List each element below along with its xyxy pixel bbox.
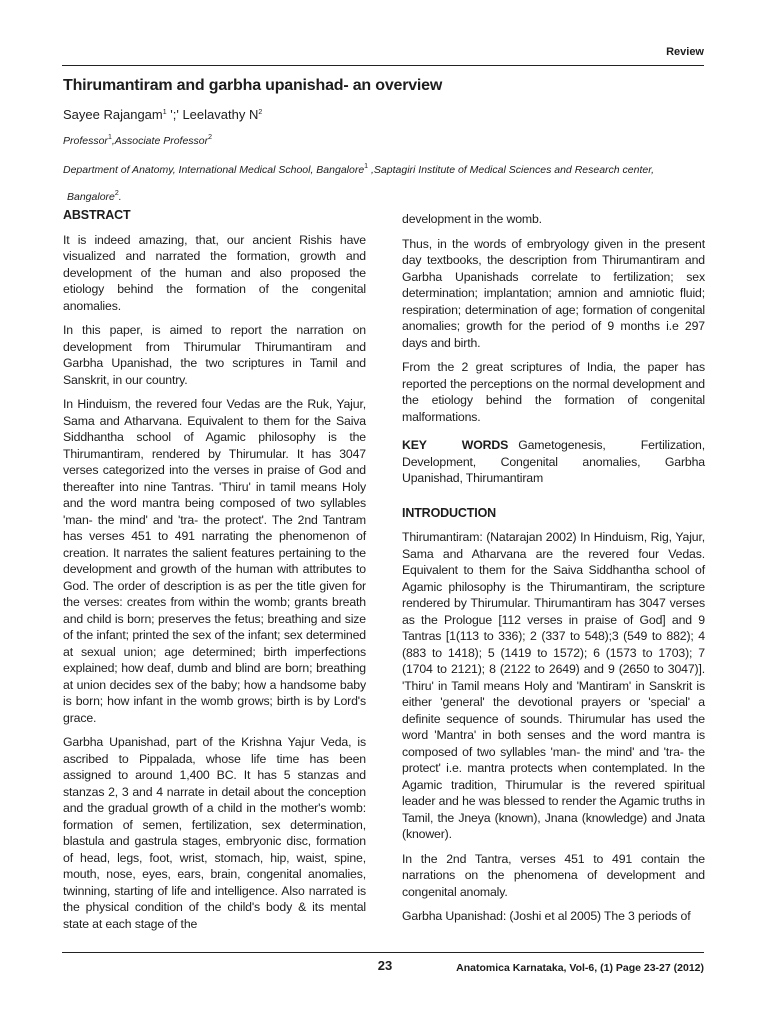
top-divider	[62, 65, 704, 66]
role-mark: 2	[208, 134, 213, 141]
abstract-paragraph: Thus, in the words of embryology given in the present day textbooks, the description from Thirumantiram and Garbha Upanishads correlate to fertilization; sex determination; implantation; amnion and amniotic fluid; respiration; determination of age; formation of congenital anomalies; growth for the period of 9 months i.e 297 days and birth.	[402, 236, 705, 350]
right-column	[402, 211, 705, 933]
abstract-paragraph: In Hinduism, the revered four Vedas are the Ruk, Yajur, Sama and Atharvana. Equivalent to them for the Saiva Siddhantha school of Agamic philosophy is the Thirumantiram, rendered by Thirumular. It has 3047 verses categorized into the verses in praise of God and thereafter into nine Tantras. 'Thiru' in tamil means Holy and the word mantra being composed of two syllables 'man- the mind' and 'tra- the protect'. The 2nd Tantram has verses 451 to 491 narrating the phenomenon of creation. It narrates the salient features pertaining to the development and growth of the human with attributes to God. The order of description is as per the title given for the verses: creates from within the womb; grants breath and child is born; preserves the fetus; breathing and size of the infant; printed the sex of the infant; sex determined at sexual union; age determined; birth imperfections explained; how deaf, dumb and blind are born; breathing at union decides sex of the baby; how a handsome baby is born; how infant in the womb grows; birth is by Lord's grace.	[63, 397, 366, 725]
author-name: Leelavathy N	[182, 107, 259, 122]
affiliation-text: Bangalore	[67, 191, 115, 203]
author-roles	[63, 135, 212, 147]
author-affiliation-mark: 2	[258, 109, 263, 116]
role-mark: 1	[107, 134, 112, 141]
introduction-heading: INTRODUCTION	[402, 505, 497, 520]
introduction-paragraph: Garbha Upanishad: (Joshi et al 2005) The 3 periods of	[402, 909, 691, 923]
keywords-label: KEY WORDS	[402, 438, 509, 452]
affiliations	[63, 157, 703, 211]
role-text: ,Associate Professor	[111, 135, 209, 147]
affiliation-text: .	[118, 191, 122, 203]
role-text: Professor	[63, 135, 108, 147]
affiliation-text: Department of Anatomy, International Medical School, Bangalore	[63, 164, 365, 176]
introduction-paragraph: Thirumantiram: (Natarajan 2002) In Hinduism, Rig, Yajur, Sama and Atharvana are the revered four Vedas. Equivalent to them for the Saiva Siddhantha school of Agamic philosophy is the Thirumantiram, the scripture rendered by Thirumular. Thirumantiram has 3047 verses as the Prologue [112 verses in praise of God] and 9 Tantras [1(113 to 336); 2 (337 to 548);3 (549 to 882); 4 (883 to 1418); 5 (1419 to 1572); 6 (1573 to 1703); 7 (1704 to 2121); 8 (2122 to 2649) and 9 (2650 to 3047)]. 'Thiru' in Tamil means Holy and 'Mantiram' in Sanskrit is either 'general' the devotional prayers or 'special' a definite sequence of sounds. Thirumular has used the word 'Mantra' in both senses and the word mantra is composed of two syllables 'man- the mind' and 'tra- the protect' i.e. mantra protects when contemplated. In the Agamic tradition, Thirumular is the revered spiritual leader and he was blessed to render the Agamic truths in Tamil, the Jneya (known), Jnana (knowledge) and Jnata (knower).	[402, 530, 705, 841]
abstract-paragraph: Garbha Upanishad, part of the Krishna Yajur Veda, is ascribed to Pippalada, whose life time has been assigned to around 1,400 BC. It has 5 stanzas and stanzas 2, 3 and 4 narrate in detail about the conception and the gradual growth of a child in the mother's womb: formation of semen, fertilization, sex determination, blastula and gastrula stages, embryonic disc, formation of head, legs, foot, wrist, stomach, hip, waist, spine, mouth, nose, eyes, ears, brain, congenital anomalies, twinning, starting of life and intelligence. Also narrated is the physical condition of the child's body & its mental state at each stage of the	[63, 735, 366, 931]
introduction-paragraph: In the 2nd Tantra, verses 451 to 491 contain the narrations on the phenomena of development and congenital anomaly.	[402, 851, 705, 899]
bottom-divider	[62, 952, 704, 953]
abstract-paragraph: It is indeed amazing, that, our ancient Rishis have visualized and narrated the formation, growth and development of the human and also proposed the etiology behind the formation of the congenital anomalies.	[63, 232, 366, 313]
left-column	[63, 207, 366, 940]
author-affiliation-mark: 1	[162, 109, 167, 116]
author-list	[63, 107, 262, 122]
affiliation-mark: 2	[114, 190, 119, 197]
affiliation-text: ,Saptagiri Institute of Medical Sciences and Research center,	[368, 164, 655, 176]
author-name: Sayee Rajangam	[63, 107, 163, 122]
abstract-paragraph: In this paper, is aimed to report the narration on development from Thirumular Thirumantiram and Garbha Upanishad, the two scriptures in Tamil and Sanskrit, in our country.	[63, 323, 366, 387]
affiliation-mark: 1	[364, 163, 369, 170]
keywords	[402, 437, 705, 487]
abstract-heading: ABSTRACT	[63, 208, 131, 222]
abstract-paragraph: development in the womb.	[402, 212, 542, 226]
abstract-paragraph: From the 2 great scriptures of India, the paper has reported the perceptions on the normal development and the etiology behind the formation of congenital malformations.	[402, 360, 705, 424]
keywords-text: Gametogenesis, Fertilization, Development, Congenital anomalies, Garbha Upanishad, Thirumantiram	[402, 438, 705, 485]
article-title: Thirumantiram and garbha upanishad- an overview	[63, 77, 443, 94]
page-number: 23	[377, 958, 393, 973]
journal-citation: Anatomica Karnataka, Vol-6, (1) Page 23-27 (2012)	[456, 962, 704, 974]
section-label: Review	[666, 46, 704, 58]
author-separator: ';'	[166, 107, 183, 122]
